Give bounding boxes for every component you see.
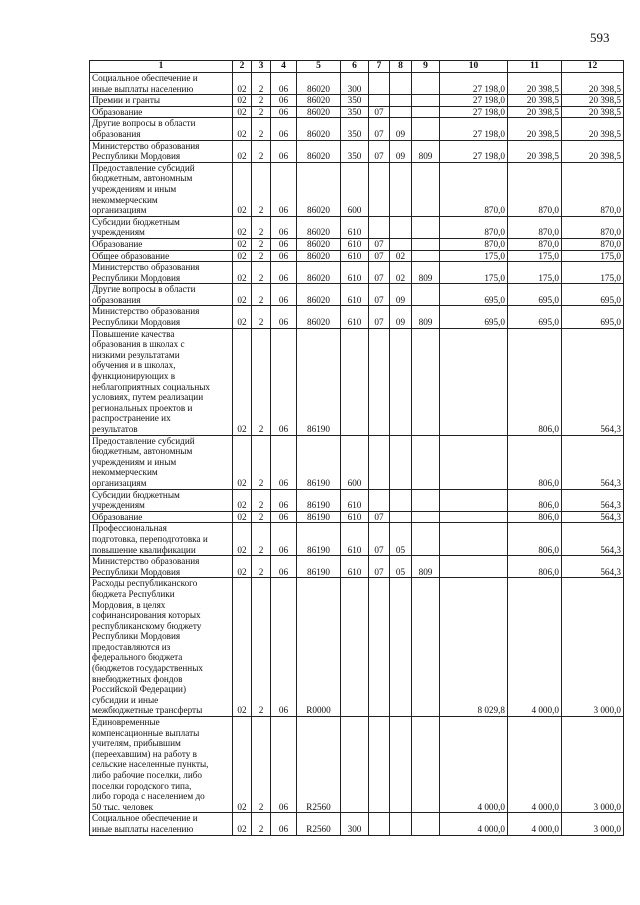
amount-cell: 870,0 — [562, 216, 624, 238]
code-cell: 610 — [341, 216, 369, 238]
table-row — [90, 118, 624, 140]
item-name-cell: Расходы республиканского бюджета Республики Мордовия, в целях софинансирования которых республиканскому бюджету Республики Мордовия предоставляются из федерального бюджета (бюджетов государственных внебюджетных фондов Российской Федерации) субсидии и иные межбюджетные трансферты — [90, 578, 233, 717]
code-cell: 86020 — [297, 106, 341, 118]
code-cell — [369, 813, 390, 835]
code-cell: 07 — [369, 262, 390, 284]
code-cell: 02 — [233, 306, 252, 328]
code-cell: 86020 — [297, 262, 341, 284]
column-header: 10 — [440, 61, 508, 73]
amount-cell: 20 398,5 — [562, 140, 624, 162]
code-cell — [412, 578, 440, 717]
code-cell: 06 — [271, 556, 297, 578]
code-cell: 02 — [233, 140, 252, 162]
amount-cell: 4 000,0 — [440, 717, 508, 813]
code-cell: 06 — [271, 578, 297, 717]
code-cell: 02 — [233, 523, 252, 556]
code-cell — [390, 162, 412, 216]
code-cell — [369, 73, 390, 95]
code-cell: 610 — [341, 489, 369, 511]
table-row — [90, 162, 624, 216]
code-cell: 06 — [271, 523, 297, 556]
amount-cell: 870,0 — [508, 238, 562, 250]
amount-cell: 870,0 — [440, 162, 508, 216]
amount-cell: 870,0 — [440, 216, 508, 238]
code-cell: R0000 — [297, 578, 341, 717]
amount-cell: 695,0 — [508, 306, 562, 328]
code-cell — [412, 511, 440, 523]
code-cell: 86020 — [297, 162, 341, 216]
item-name-cell: Другие вопросы в области образования — [90, 284, 233, 306]
code-cell: 610 — [341, 511, 369, 523]
code-cell: 06 — [271, 262, 297, 284]
amount-cell: 27 198,0 — [440, 73, 508, 95]
code-cell: 02 — [233, 118, 252, 140]
amount-cell: 564,3 — [562, 435, 624, 489]
code-cell: 2 — [252, 162, 271, 216]
amount-cell: 20 398,5 — [562, 118, 624, 140]
amount-cell — [440, 523, 508, 556]
code-cell: 86190 — [297, 435, 341, 489]
code-cell: 07 — [369, 106, 390, 118]
code-cell: 02 — [233, 250, 252, 262]
code-cell: 06 — [271, 95, 297, 107]
code-cell: 02 — [233, 216, 252, 238]
code-cell: 07 — [369, 284, 390, 306]
amount-cell: 870,0 — [562, 162, 624, 216]
code-cell: 600 — [341, 162, 369, 216]
code-cell: 86190 — [297, 489, 341, 511]
code-cell: 02 — [233, 284, 252, 306]
code-cell: 02 — [233, 813, 252, 835]
item-name-cell: Образование — [90, 106, 233, 118]
code-cell: 86020 — [297, 95, 341, 107]
amount-cell: 870,0 — [508, 162, 562, 216]
code-cell: 2 — [252, 556, 271, 578]
amount-cell: 20 398,5 — [508, 118, 562, 140]
code-cell: 610 — [341, 556, 369, 578]
amount-cell: 20 398,5 — [562, 73, 624, 95]
code-cell: R2560 — [297, 717, 341, 813]
code-cell: 06 — [271, 238, 297, 250]
code-cell: 07 — [369, 523, 390, 556]
table-row — [90, 140, 624, 162]
item-name-cell: Единовременные компенсационные выплаты учителям, прибывшим (переехавшим) на работу в сельские населенные пункты, либо рабочие поселки, либо поселки городского типа, либо города с населением до 50 тыс. человек — [90, 717, 233, 813]
item-name-cell: Министерство образования Республики Мордовия — [90, 556, 233, 578]
code-cell — [390, 95, 412, 107]
code-cell: 02 — [233, 717, 252, 813]
code-cell — [369, 95, 390, 107]
code-cell: 05 — [390, 523, 412, 556]
code-cell: 07 — [369, 140, 390, 162]
code-cell: 06 — [271, 106, 297, 118]
code-cell — [390, 216, 412, 238]
table-row — [90, 238, 624, 250]
code-cell: 07 — [369, 556, 390, 578]
code-cell: 610 — [341, 306, 369, 328]
code-cell: 07 — [369, 306, 390, 328]
amount-cell — [440, 328, 508, 435]
code-cell: 2 — [252, 328, 271, 435]
amount-cell: 175,0 — [440, 262, 508, 284]
code-cell: 02 — [233, 238, 252, 250]
item-name-cell: Социальное обеспечение и иные выплаты населению — [90, 73, 233, 95]
code-cell: 300 — [341, 813, 369, 835]
amount-cell: 564,3 — [562, 328, 624, 435]
code-cell: 09 — [390, 306, 412, 328]
item-name-cell: Министерство образования Республики Мордовия — [90, 262, 233, 284]
item-name-cell: Социальное обеспечение и иные выплаты населению — [90, 813, 233, 835]
code-cell — [341, 578, 369, 717]
code-cell: 06 — [271, 511, 297, 523]
amount-cell: 20 398,5 — [508, 106, 562, 118]
code-cell: 07 — [369, 238, 390, 250]
table-row — [90, 284, 624, 306]
amount-cell: 695,0 — [562, 306, 624, 328]
code-cell: 2 — [252, 216, 271, 238]
column-header: 12 — [562, 61, 624, 73]
table-row — [90, 73, 624, 95]
amount-cell: 175,0 — [440, 250, 508, 262]
code-cell — [412, 435, 440, 489]
code-cell — [390, 238, 412, 250]
amount-cell: 870,0 — [562, 238, 624, 250]
code-cell: 2 — [252, 284, 271, 306]
table-row — [90, 511, 624, 523]
item-name-cell: Общее образование — [90, 250, 233, 262]
code-cell — [390, 717, 412, 813]
amount-cell: 27 198,0 — [440, 118, 508, 140]
code-cell: 350 — [341, 95, 369, 107]
code-cell — [412, 717, 440, 813]
item-name-cell: Образование — [90, 238, 233, 250]
column-header: 2 — [233, 61, 252, 73]
code-cell: 06 — [271, 435, 297, 489]
code-cell: 610 — [341, 523, 369, 556]
code-cell — [412, 162, 440, 216]
page-number: 593 — [590, 30, 610, 45]
amount-cell: 564,3 — [562, 489, 624, 511]
code-cell: 02 — [233, 578, 252, 717]
code-cell: 09 — [390, 118, 412, 140]
code-cell: 02 — [390, 250, 412, 262]
code-cell: 2 — [252, 489, 271, 511]
code-cell: 06 — [271, 118, 297, 140]
item-name-cell: Предоставление субсидий бюджетным, автономным учреждениям и иным некоммерческим организациям — [90, 435, 233, 489]
code-cell: 2 — [252, 106, 271, 118]
code-cell: 09 — [390, 284, 412, 306]
code-cell — [412, 106, 440, 118]
code-cell: 06 — [271, 489, 297, 511]
code-cell — [369, 162, 390, 216]
code-cell — [341, 717, 369, 813]
code-cell: 2 — [252, 813, 271, 835]
code-cell: 02 — [233, 162, 252, 216]
amount-cell: 20 398,5 — [508, 95, 562, 107]
amount-cell: 564,3 — [562, 556, 624, 578]
code-cell: 06 — [271, 328, 297, 435]
amount-cell: 175,0 — [508, 262, 562, 284]
amount-cell: 3 000,0 — [562, 813, 624, 835]
item-name-cell: Другие вопросы в области образования — [90, 118, 233, 140]
code-cell — [390, 489, 412, 511]
code-cell: 06 — [271, 216, 297, 238]
amount-cell: 20 398,5 — [508, 140, 562, 162]
amount-cell: 695,0 — [440, 306, 508, 328]
code-cell — [341, 328, 369, 435]
table-row — [90, 556, 624, 578]
table-row — [90, 523, 624, 556]
amount-cell: 3 000,0 — [562, 578, 624, 717]
code-cell: 06 — [271, 250, 297, 262]
code-cell — [369, 489, 390, 511]
amount-cell: 3 000,0 — [562, 717, 624, 813]
code-cell: 300 — [341, 73, 369, 95]
table-row — [90, 95, 624, 107]
code-cell — [412, 284, 440, 306]
code-cell — [369, 578, 390, 717]
amount-cell: 870,0 — [508, 216, 562, 238]
code-cell: 07 — [369, 118, 390, 140]
amount-cell: 4 000,0 — [440, 813, 508, 835]
code-cell: 06 — [271, 813, 297, 835]
code-cell: 350 — [341, 118, 369, 140]
code-cell: 86190 — [297, 523, 341, 556]
code-cell — [412, 523, 440, 556]
column-header: 6 — [341, 61, 369, 73]
header-row — [90, 61, 624, 73]
item-name-cell: Профессиональная подготовка, переподготовка и повышение квалификации — [90, 523, 233, 556]
column-header: 5 — [297, 61, 341, 73]
budget-table — [89, 60, 624, 836]
code-cell: 09 — [390, 140, 412, 162]
code-cell: 06 — [271, 140, 297, 162]
item-name-cell: Субсидии бюджетным учреждениям — [90, 216, 233, 238]
code-cell: 2 — [252, 523, 271, 556]
amount-cell — [440, 556, 508, 578]
code-cell — [412, 95, 440, 107]
amount-cell: 175,0 — [508, 250, 562, 262]
code-cell: 2 — [252, 306, 271, 328]
code-cell — [369, 717, 390, 813]
code-cell: 86020 — [297, 118, 341, 140]
code-cell: 02 — [233, 106, 252, 118]
code-cell: 02 — [233, 511, 252, 523]
column-header: 7 — [369, 61, 390, 73]
code-cell: 86020 — [297, 216, 341, 238]
table-row — [90, 489, 624, 511]
code-cell: 06 — [271, 162, 297, 216]
table-row — [90, 306, 624, 328]
item-name-cell: Министерство образования Республики Мордовия — [90, 140, 233, 162]
code-cell: 07 — [369, 511, 390, 523]
code-cell — [412, 813, 440, 835]
code-cell: 02 — [233, 556, 252, 578]
code-cell — [390, 511, 412, 523]
amount-cell: 695,0 — [440, 284, 508, 306]
code-cell: 05 — [390, 556, 412, 578]
code-cell — [369, 216, 390, 238]
code-cell: 610 — [341, 250, 369, 262]
amount-cell: 27 198,0 — [440, 95, 508, 107]
code-cell: 02 — [233, 73, 252, 95]
code-cell: 06 — [271, 306, 297, 328]
code-cell: 809 — [412, 140, 440, 162]
amount-cell: 4 000,0 — [508, 717, 562, 813]
item-name-cell: Образование — [90, 511, 233, 523]
code-cell: 07 — [369, 250, 390, 262]
column-header: 4 — [271, 61, 297, 73]
amount-cell: 27 198,0 — [440, 140, 508, 162]
amount-cell: 4 000,0 — [508, 578, 562, 717]
table-row — [90, 250, 624, 262]
amount-cell: 806,0 — [508, 523, 562, 556]
amount-cell: 564,3 — [562, 511, 624, 523]
amount-cell — [440, 489, 508, 511]
column-header: 9 — [412, 61, 440, 73]
column-header: 3 — [252, 61, 271, 73]
amount-cell: 4 000,0 — [508, 813, 562, 835]
amount-cell — [440, 511, 508, 523]
code-cell: 02 — [233, 95, 252, 107]
code-cell — [412, 73, 440, 95]
table-row — [90, 106, 624, 118]
table-row — [90, 578, 624, 717]
code-cell — [390, 73, 412, 95]
code-cell: 06 — [271, 73, 297, 95]
code-cell: 86020 — [297, 140, 341, 162]
code-cell: 350 — [341, 106, 369, 118]
code-cell: 2 — [252, 140, 271, 162]
code-cell: 2 — [252, 250, 271, 262]
code-cell: 350 — [341, 140, 369, 162]
code-cell — [390, 813, 412, 835]
amount-cell: 27 198,0 — [440, 106, 508, 118]
code-cell: 86020 — [297, 306, 341, 328]
code-cell — [412, 216, 440, 238]
amount-cell: 806,0 — [508, 556, 562, 578]
table-row — [90, 717, 624, 813]
code-cell — [390, 328, 412, 435]
amount-cell: 695,0 — [562, 284, 624, 306]
code-cell: 86020 — [297, 238, 341, 250]
amount-cell: 806,0 — [508, 511, 562, 523]
code-cell: 02 — [233, 262, 252, 284]
item-name-cell: Предоставление субсидий бюджетным, автономным учреждениям и иным некоммерческим организациям — [90, 162, 233, 216]
code-cell: 02 — [233, 489, 252, 511]
code-cell: 610 — [341, 238, 369, 250]
amount-cell — [440, 435, 508, 489]
code-cell: 2 — [252, 578, 271, 717]
code-cell: 86020 — [297, 250, 341, 262]
code-cell: 06 — [271, 284, 297, 306]
amount-cell: 175,0 — [562, 250, 624, 262]
column-header: 8 — [390, 61, 412, 73]
code-cell: R2560 — [297, 813, 341, 835]
code-cell: 610 — [341, 284, 369, 306]
code-cell — [412, 250, 440, 262]
code-cell — [412, 328, 440, 435]
amount-cell: 20 398,5 — [562, 95, 624, 107]
code-cell: 86020 — [297, 73, 341, 95]
amount-cell: 20 398,5 — [562, 106, 624, 118]
code-cell: 600 — [341, 435, 369, 489]
code-cell: 86020 — [297, 284, 341, 306]
code-cell: 06 — [271, 717, 297, 813]
code-cell: 809 — [412, 262, 440, 284]
code-cell: 86190 — [297, 328, 341, 435]
table-row — [90, 813, 624, 835]
code-cell: 2 — [252, 717, 271, 813]
table-row — [90, 328, 624, 435]
item-name-cell: Субсидии бюджетным учреждениям — [90, 489, 233, 511]
code-cell: 86190 — [297, 511, 341, 523]
item-name-cell: Министерство образования Республики Мордовия — [90, 306, 233, 328]
amount-cell: 20 398,5 — [508, 73, 562, 95]
table-row — [90, 216, 624, 238]
code-cell — [412, 238, 440, 250]
code-cell: 2 — [252, 73, 271, 95]
code-cell: 2 — [252, 511, 271, 523]
code-cell: 86190 — [297, 556, 341, 578]
code-cell: 02 — [233, 328, 252, 435]
code-cell — [390, 435, 412, 489]
amount-cell: 806,0 — [508, 328, 562, 435]
table-body — [90, 73, 624, 836]
code-cell: 610 — [341, 262, 369, 284]
code-cell — [412, 489, 440, 511]
code-cell: 2 — [252, 118, 271, 140]
amount-cell: 806,0 — [508, 489, 562, 511]
code-cell: 809 — [412, 306, 440, 328]
amount-cell: 564,3 — [562, 523, 624, 556]
column-header: 1 — [90, 61, 233, 73]
code-cell — [390, 578, 412, 717]
code-cell: 2 — [252, 262, 271, 284]
code-cell — [369, 435, 390, 489]
amount-cell: 806,0 — [508, 435, 562, 489]
code-cell: 2 — [252, 435, 271, 489]
amount-cell: 870,0 — [440, 238, 508, 250]
amount-cell: 695,0 — [508, 284, 562, 306]
amount-cell: 8 029,8 — [440, 578, 508, 717]
item-name-cell: Повышение качества образования в школах с низкими результатами обучения и в школах, функционирующих в неблагоприятных социальных условиях, путем реализации региональных проектов и распространение их результатов — [90, 328, 233, 435]
amount-cell: 175,0 — [562, 262, 624, 284]
code-cell: 02 — [390, 262, 412, 284]
item-name-cell: Премии и гранты — [90, 95, 233, 107]
code-cell: 02 — [233, 435, 252, 489]
table-row — [90, 435, 624, 489]
code-cell: 809 — [412, 556, 440, 578]
column-header: 11 — [508, 61, 562, 73]
table-row — [90, 262, 624, 284]
code-cell: 2 — [252, 238, 271, 250]
code-cell — [369, 328, 390, 435]
code-cell: 2 — [252, 95, 271, 107]
code-cell — [390, 106, 412, 118]
code-cell — [412, 118, 440, 140]
